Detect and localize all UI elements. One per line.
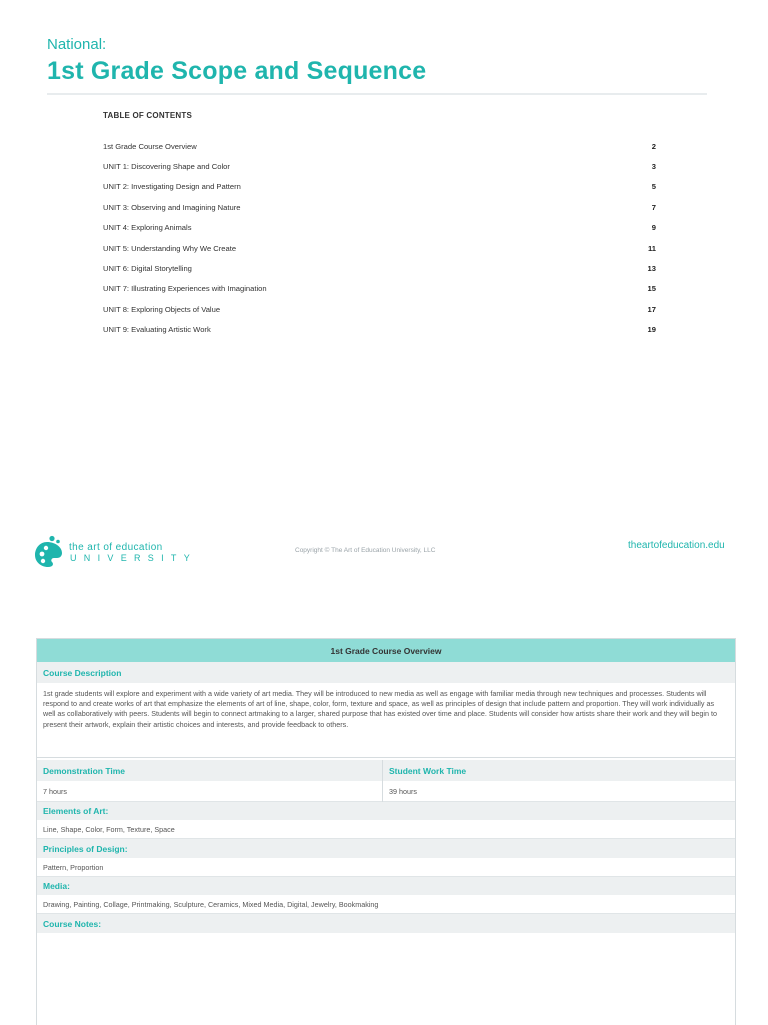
course-description-text: 1st grade students will explore and experiment with a wide variety of art media. They will be introduced to new media as well as engage with familiar media through new techniques and processes. Students will respond to and create works of art that emphasize the elements of art of line, shape, color, form, texture and space, as well as principles of design that include pattern and proportion. They will work individually as well as collaboratively with peers. Students will begin to connect artmaking to a larger, shared purpose that has existed over time and place. Students will consider how artists share their work and they will begin to present their artwork, explain their artistic choices and interests, and provide feedback to others. [37,683,735,758]
student-time-value: 39 hours [383,781,735,802]
toc-item-page[interactable]: 7 [651,202,656,212]
elements-label: Elements of Art: [37,802,735,820]
student-time-label: Student Work Time [383,760,735,781]
website-link[interactable]: theartofeducation.edu [628,540,725,551]
media-label: Media: [37,877,735,895]
title-divider [47,93,707,95]
media-value: Drawing, Painting, Collage, Printmaking, Sculpture, Ceramics, Mixed Media, Digital, Jewelry, Bookmaking [37,895,735,914]
toc-item-page[interactable]: 15 [647,284,656,294]
overview-title: 1st Grade Course Overview [37,639,735,662]
course-notes-area [37,933,735,1013]
toc-item-label[interactable]: UNIT 5: Understanding Why We Create [103,243,237,253]
course-overview-table [36,638,736,1025]
logo-subtext: UNIVERSITY [70,553,198,563]
demo-time-label: Demonstration Time [37,760,382,781]
toc-item[interactable] [103,156,656,176]
principles-label: Principles of Design: [37,839,735,858]
toc-item-label[interactable]: UNIT 6: Digital Storytelling [103,264,192,274]
toc-item-label[interactable]: UNIT 3: Observing and Imagining Nature [103,202,241,212]
page-footer [0,530,768,580]
toc-item-page[interactable]: 19 [647,325,656,335]
demo-time-column [37,760,383,802]
toc-item[interactable] [103,299,656,319]
toc-item[interactable] [103,320,656,340]
toc-item-label[interactable]: UNIT 7: Illustrating Experiences with Imagination [103,284,267,294]
toc-item[interactable] [103,258,656,278]
toc-item-page[interactable]: 11 [647,243,656,253]
toc-item-label[interactable]: UNIT 8: Exploring Objects of Value [103,304,221,314]
page-eyebrow: National: [47,36,107,53]
toc-list [103,136,656,340]
toc-heading: TABLE OF CONTENTS [103,111,193,120]
time-row [37,760,735,802]
elements-value: Line, Shape, Color, Form, Texture, Space [37,820,735,839]
course-notes-label: Course Notes: [37,914,735,933]
course-description-label: Course Description [37,662,735,683]
page-title: 1st Grade Scope and Sequence [47,57,427,85]
toc-item-label[interactable]: UNIT 2: Investigating Design and Pattern [103,182,241,192]
toc-item-page[interactable]: 13 [647,264,656,274]
principles-value: Pattern, Proportion [37,858,735,877]
toc-item[interactable] [103,136,656,156]
toc-item-page[interactable]: 3 [651,162,656,172]
student-time-column [383,760,735,802]
toc-item-page[interactable]: 9 [651,223,656,233]
toc-item-page[interactable]: 17 [647,304,656,314]
copyright-text: Copyright © The Art of Education University, LLC [295,547,436,554]
toc-item[interactable] [103,279,656,299]
demo-time-value: 7 hours [37,781,382,802]
toc-item[interactable] [103,238,656,258]
toc-item-label[interactable]: UNIT 4: Exploring Animals [103,223,192,233]
toc-item-label[interactable]: 1st Grade Course Overview [103,141,197,151]
toc-item[interactable] [103,177,656,197]
toc-item[interactable] [103,218,656,238]
toc-item-page[interactable]: 5 [651,182,656,192]
toc-item[interactable] [103,197,656,217]
logo-wordmark: the art of education [69,542,163,553]
toc-item-page[interactable]: 2 [651,141,656,151]
palette-icon [33,535,63,568]
toc-item-label[interactable]: UNIT 1: Discovering Shape and Color [103,162,230,172]
toc-item-label[interactable]: UNIT 9: Evaluating Artistic Work [103,325,211,335]
